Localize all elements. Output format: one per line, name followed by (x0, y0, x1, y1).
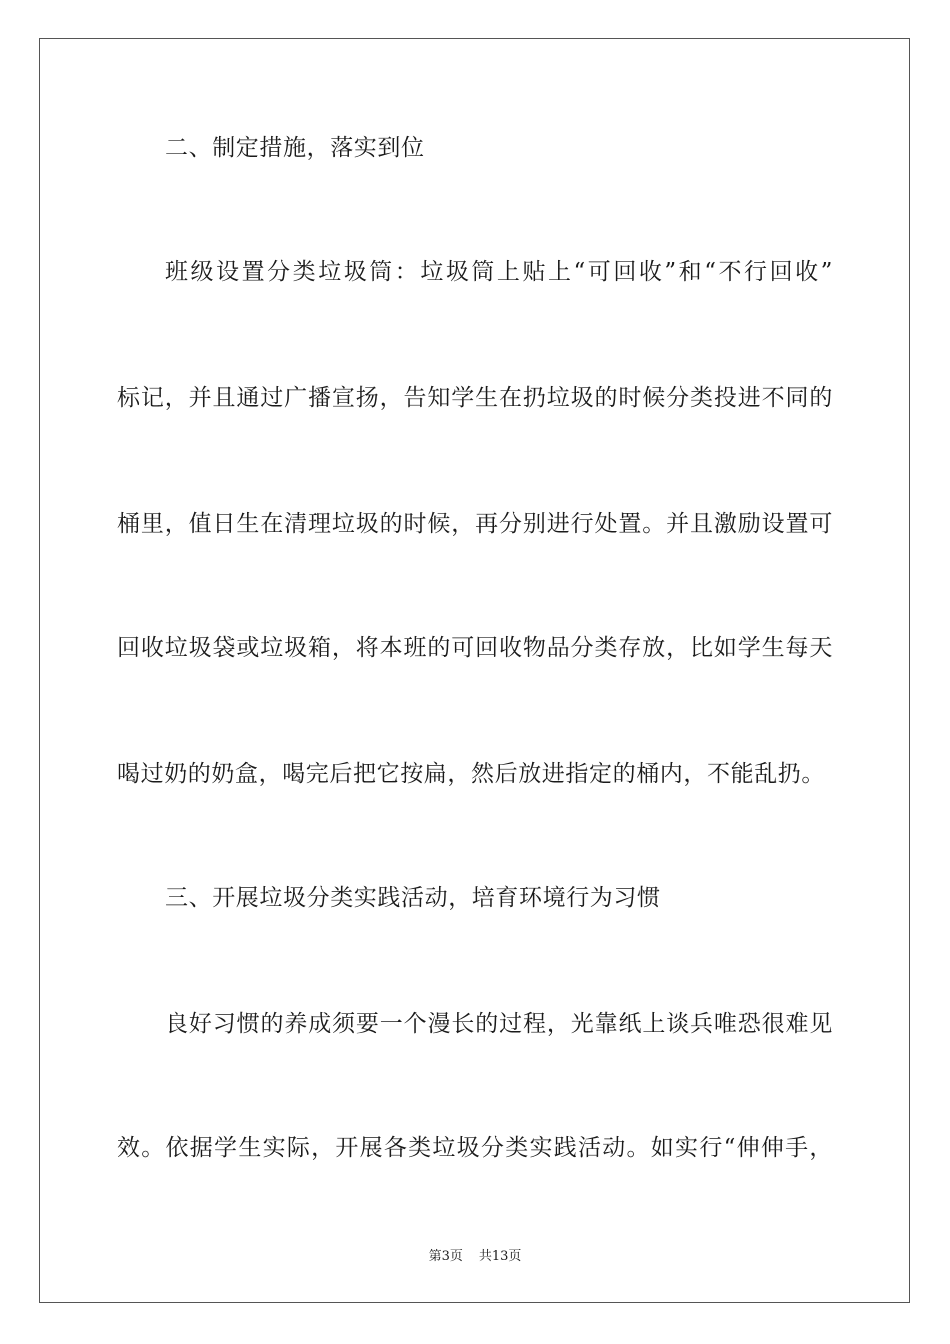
paragraph-line: 效。依据学生实际，开展各类垃圾分类实践活动。如实行“伸伸手， (117, 1135, 833, 1161)
paragraph-line: 标记，并且通过广播宣扬，告知学生在扔垃圾的时候分类投进不同的 (117, 385, 833, 411)
page-number: 第3页 (428, 1249, 463, 1264)
paragraph-line: 桶里，值日生在清理垃圾的时候，再分别进行处置。并且激励设置可 (117, 511, 833, 537)
section-heading-2: 二、制定措施，落实到位 (165, 135, 425, 161)
paragraph-line: 班级设置分类垃圾筒：垃圾筒上贴上“可回收”和“不行回收” (165, 259, 833, 285)
paragraph-line: 良好习惯的养成须要一个漫长的过程，光靠纸上谈兵唯恐很难见 (165, 1011, 833, 1037)
page-total: 共13页 (478, 1249, 522, 1264)
paragraph-line: 回收垃圾袋或垃圾箱，将本班的可回收物品分类存放，比如学生每天 (117, 635, 833, 661)
page-footer (0, 1248, 950, 1266)
paragraph-line: 喝过奶的奶盒，喝完后把它按扁，然后放进指定的桶内，不能乱扔。 (117, 761, 825, 787)
page-border (39, 38, 910, 1303)
section-heading-3: 三、开展垃圾分类实践活动，培育环境行为习惯 (165, 885, 661, 911)
